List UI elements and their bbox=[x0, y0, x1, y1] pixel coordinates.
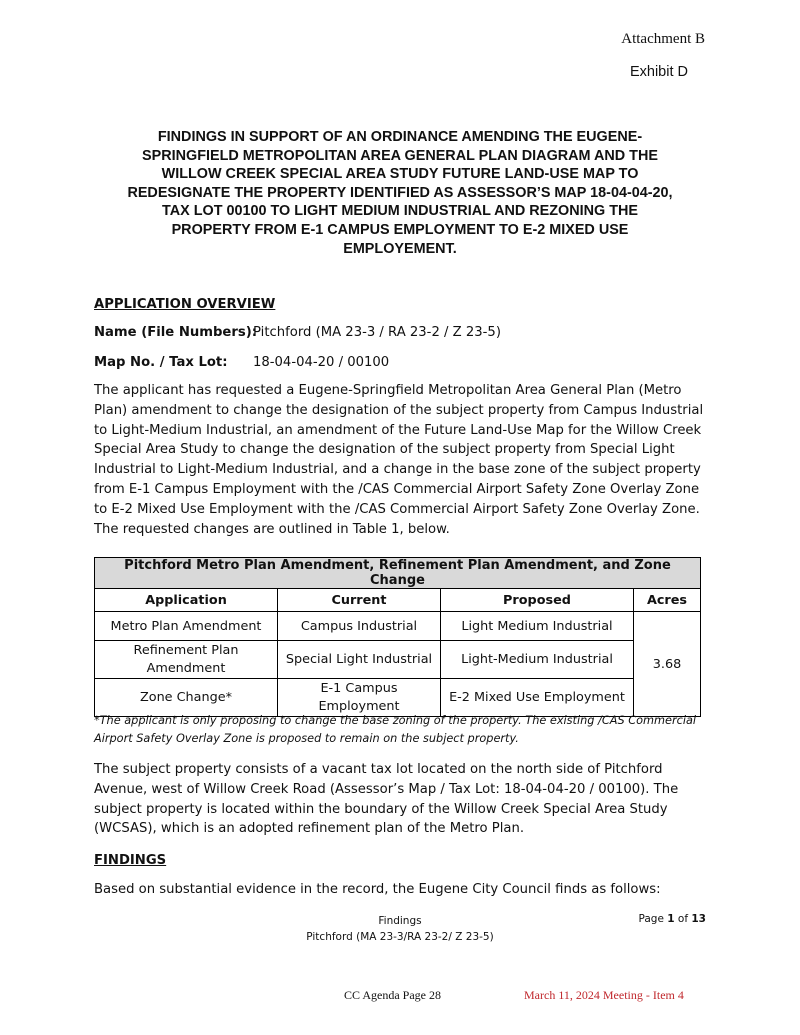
page-word: Page bbox=[638, 913, 664, 925]
table-row bbox=[95, 679, 701, 717]
title-line: WILLOW CREEK SPECIAL AREA STUDY FUTURE LAND-USE MAP TO bbox=[161, 166, 639, 183]
column-header-acres: Acres bbox=[634, 589, 701, 612]
title-line: SPRINGFIELD METROPOLITAN AREA GENERAL PLAN DIAGRAM AND THE bbox=[142, 147, 658, 164]
page-footer bbox=[250, 913, 550, 945]
overview-heading: APPLICATION OVERVIEW bbox=[94, 297, 276, 312]
cell-current: Campus Industrial bbox=[278, 612, 441, 641]
cell-proposed: Light-Medium Industrial bbox=[441, 641, 634, 679]
file-name-label: Name (File Numbers): bbox=[94, 325, 258, 340]
table-row bbox=[95, 641, 701, 679]
exhibit-label: Exhibit D bbox=[629, 64, 688, 80]
findings-intro: Based on substantial evidence in the record, the Eugene City Council finds as follows: bbox=[94, 882, 661, 897]
amendment-table bbox=[94, 557, 701, 717]
footer-file: Pitchford (MA 23-3/RA 23-2/ Z 23-5) bbox=[306, 931, 494, 943]
title-line: EMPLOYEMENT. bbox=[343, 240, 457, 257]
page-total: 13 bbox=[691, 913, 706, 925]
cell-proposed: Light Medium Industrial bbox=[441, 612, 634, 641]
column-header-current: Current bbox=[278, 589, 441, 612]
table-footnote: *The applicant is only proposing to change the base zoning of the property. The existing /CAS Commercial Airport Safety Overlay Zone is proposed to remain on the subject property. bbox=[94, 714, 697, 745]
table-row bbox=[95, 612, 701, 641]
table-caption: Pitchford Metro Plan Amendment, Refinement Plan Amendment, and Zone Change bbox=[95, 558, 701, 589]
page-current: 1 bbox=[667, 913, 675, 925]
tax-lot-label: Map No. / Tax Lot: bbox=[94, 355, 228, 370]
footer-title: Findings bbox=[378, 915, 422, 927]
agenda-page: CC Agenda Page 28 bbox=[344, 988, 441, 1002]
cell-proposed: E-2 Mixed Use Employment bbox=[441, 679, 634, 717]
of-word: of bbox=[677, 913, 689, 925]
cell-application: Zone Change* bbox=[95, 679, 278, 717]
cell-current: Special Light Industrial bbox=[278, 641, 441, 679]
title-line: FINDINGS IN SUPPORT OF AN ORDINANCE AMENDING THE EUGENE- bbox=[157, 129, 643, 145]
attachment-label: Attachment B bbox=[621, 31, 705, 47]
column-header-proposed: Proposed bbox=[441, 589, 634, 612]
file-name-value: Pitchford (MA 23-3 / RA 23-2 / Z 23-5) bbox=[253, 325, 501, 340]
column-header-application: Application bbox=[95, 589, 278, 612]
cell-acres: 3.68 bbox=[634, 612, 701, 717]
cell-application: Metro Plan Amendment bbox=[95, 612, 278, 641]
findings-heading: FINDINGS bbox=[94, 853, 167, 868]
cell-current: E-1 Campus Employment bbox=[278, 679, 441, 717]
cell-application: Refinement Plan Amendment bbox=[95, 641, 278, 679]
title-line: PROPERTY FROM E-1 CAMPUS EMPLOYMENT TO E-2 MIXED USE bbox=[171, 221, 629, 238]
tax-lot-value: 18-04-04-20 / 00100 bbox=[253, 355, 390, 370]
document-title bbox=[94, 128, 706, 258]
page-number bbox=[638, 913, 706, 925]
overview-paragraph: The applicant has requested a Eugene-Springfield Metropolitan Area General Plan (Metro Plan) amendment to change the designation of the subject property from Campus Industrial to Light-Medium Industrial, an amendment of the Future Land-Use Map for the Willow Creek Special Area Study to change the designation of the subject property from Special Light Industrial to Light-Medium Industrial, and a change in the base zone of the subject property from E-1 Campus Employment with the /CAS Commercial Airport Safety Zone Overlay Zone to E-2 Mixed Use Employment with the /CAS Commercial Airport Safety Zone Overlay Zone. The requested changes are outlined in Table 1, below. bbox=[94, 383, 704, 537]
title-line: TAX LOT 00100 TO LIGHT MEDIUM INDUSTRIAL AND REZONING THE bbox=[162, 203, 638, 220]
meeting-label: March 11, 2024 Meeting - Item 4 bbox=[524, 988, 684, 1002]
property-paragraph: The subject property consists of a vacant tax lot located on the north side of Pitchford Avenue, west of Willow Creek Road (Assessor’s Map / Tax Lot: 18-04-04-20 / 00100). The subject property is located within the boundary of the Willow Creek Special Area Study (WCSAS), which is an adopted refinement plan of the Metro Plan. bbox=[94, 762, 679, 837]
title-line: REDESIGNATE THE PROPERTY IDENTIFIED AS ASSESSOR’S MAP 18-04-04-20, bbox=[127, 184, 673, 201]
